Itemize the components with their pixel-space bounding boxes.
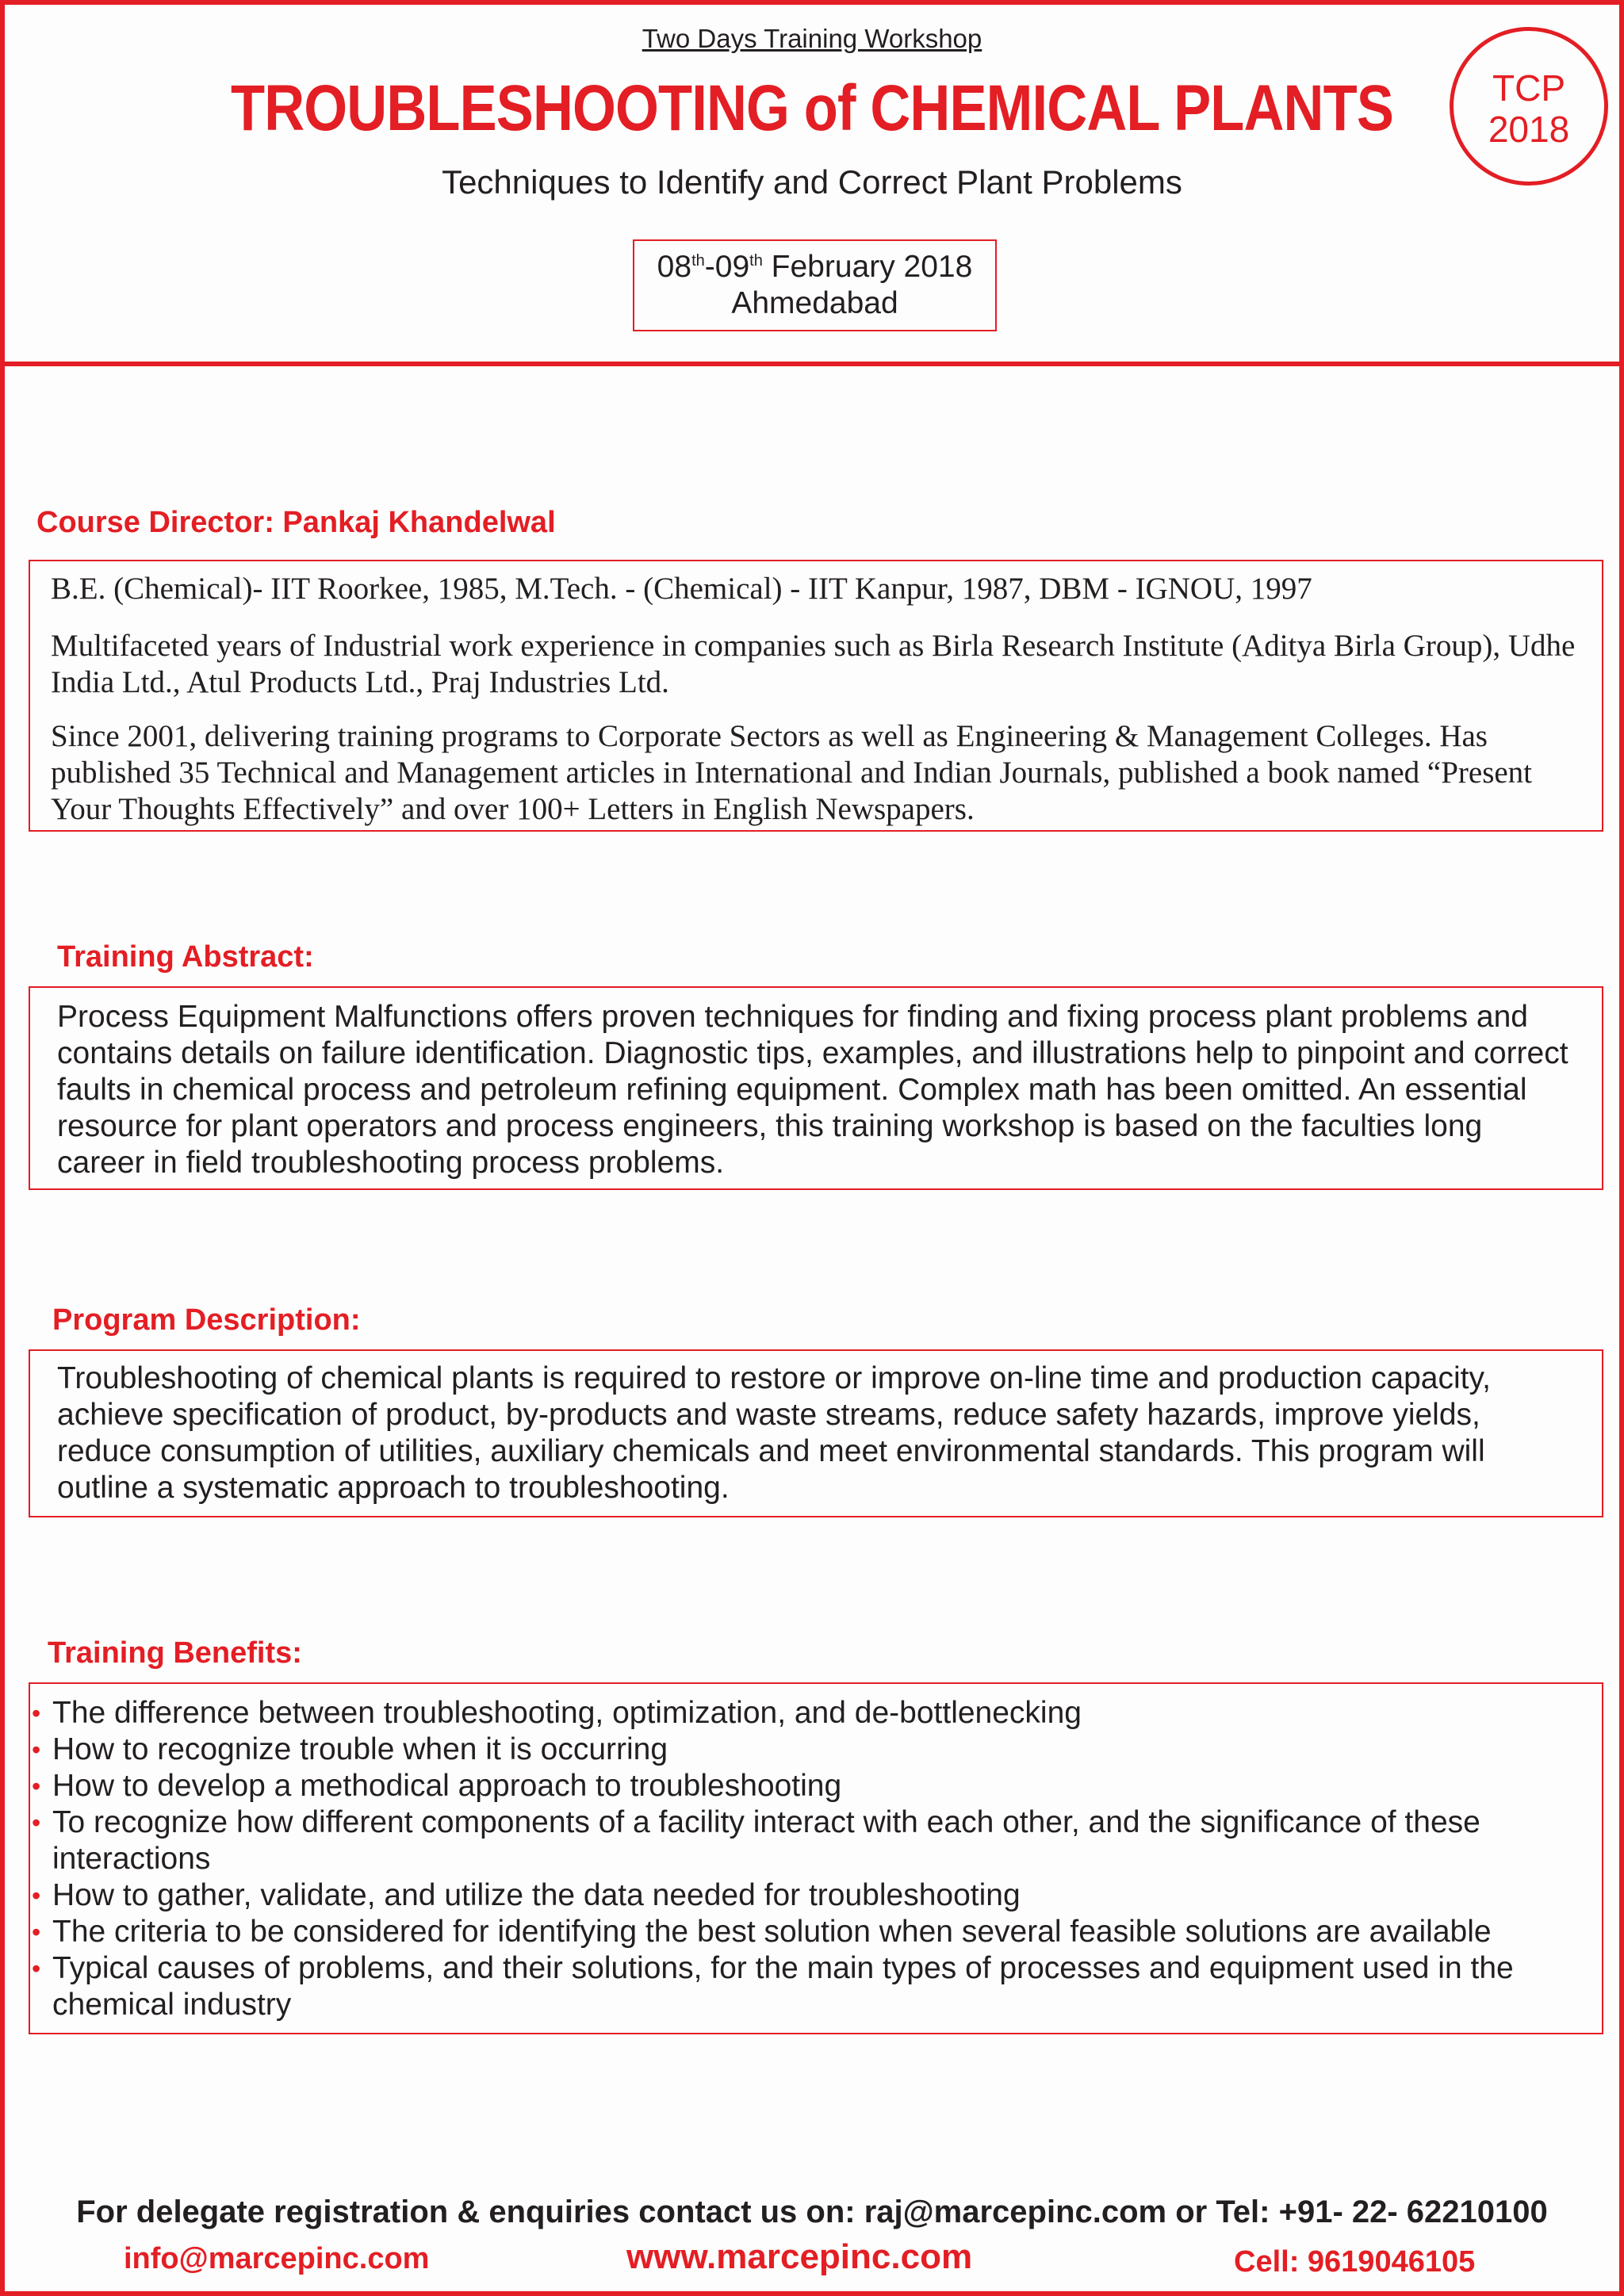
header — [5, 5, 1619, 366]
director-experience: Multifaceted years of Industrial work experience in companies such as Birla Research Institute (Aditya Birla Group), Udhe India Ltd., Atul Products Ltd., Praj Industries Ltd. — [51, 629, 1576, 699]
date-day2: 09 — [714, 250, 750, 284]
list-item — [32, 1804, 1594, 1877]
contact-line: For delegate registration & enquiries contact us on: raj@marcepinc.com or Tel: +91- 22- 62210100 — [76, 2195, 1548, 2229]
benefit-text: To recognize how different components of a facility interact with each other, and the significance of these interactions — [52, 1805, 1480, 1876]
date-day2-suffix: th — [749, 252, 763, 270]
date-day1-suffix: th — [691, 252, 705, 270]
program-text: Troubleshooting of chemical plants is required to restore or improve on-line time and production capacity, achieve specification of product, by-products and waste streams, reduce safety hazards, improve yields, reduce consumption of utilities, auxiliary chemicals and meet environmental standards. This program will outline a systematic approach to troubleshooting. — [57, 1361, 1491, 1505]
bullet-icon: • — [32, 1699, 41, 1728]
bullet-icon: • — [32, 1808, 41, 1837]
date-line — [634, 249, 995, 285]
bullet-icon: • — [32, 1735, 41, 1764]
bullet-icon: • — [32, 1918, 41, 1946]
list-item — [32, 1914, 1594, 1950]
list-item — [32, 1877, 1594, 1914]
abstract-box — [29, 986, 1603, 1190]
badge-line2: 2018 — [1488, 109, 1570, 150]
page-title: TROUBLESHOOTING of CHEMICAL PLANTS — [230, 72, 1394, 144]
email-link[interactable]: info@marcepinc.com — [124, 2242, 430, 2275]
benefit-text: The criteria to be considered for identifying the best solution when several feasible solutions are available — [52, 1915, 1492, 1949]
tcp-badge — [1450, 27, 1608, 186]
benefit-text: How to recognize trouble when it is occurring — [52, 1732, 668, 1766]
abstract-heading: Training Abstract: — [57, 940, 314, 974]
date-day1: 08 — [657, 250, 692, 284]
director-box — [29, 560, 1603, 832]
benefit-text: How to develop a methodical approach to troubleshooting — [52, 1769, 842, 1803]
benefit-text: The difference between troubleshooting, optimization, and de-bottlenecking — [52, 1696, 1082, 1730]
page-subtitle: Techniques to Identify and Correct Plant Problems — [442, 163, 1182, 201]
list-item — [32, 1950, 1594, 2023]
date-separator: - — [704, 250, 715, 284]
venue-city: Ahmedabad — [731, 286, 898, 320]
benefit-text: Typical causes of problems, and their solutions, for the main types of processes and equipment used in the chemical industry — [52, 1951, 1514, 2022]
benefits-box — [29, 1682, 1603, 2034]
cell-number: Cell: 9619046105 — [1234, 2245, 1476, 2279]
list-item — [32, 1695, 1594, 1732]
workshop-kicker: Two Days Training Workshop — [642, 24, 982, 53]
program-box — [29, 1349, 1603, 1517]
director-education: B.E. (Chemical)- IIT Roorkee, 1985, M.Tech. - (Chemical) - IIT Kanpur, 1987, DBM - IGNOU, 1997 — [51, 572, 1312, 606]
benefits-heading: Training Benefits: — [48, 1636, 302, 1670]
benefit-text: How to gather, validate, and utilize the data needed for troubleshooting — [52, 1878, 1021, 1912]
director-heading: Course Director: Pankaj Khandelwal — [36, 506, 556, 539]
website-link[interactable]: www.marcepinc.com — [626, 2237, 973, 2276]
date-venue-box — [633, 239, 997, 331]
date-month-year: February 2018 — [762, 250, 973, 284]
badge-line1: TCP — [1492, 67, 1565, 109]
abstract-text: Process Equipment Malfunctions offers proven techniques for finding and fixing process plant problems and contains details on failure identification. Diagnostic tips, examples, and illustrations help to pinpoint and correct faults in chemical process and petroleum refining equipment. Complex math has been omitted. An essential resource for plant operators and process engineers, this training workshop is based on the faculties long career in field troubleshooting process problems. — [57, 1000, 1568, 1180]
benefits-list — [32, 1695, 1594, 2023]
list-item — [32, 1768, 1594, 1804]
list-item — [32, 1732, 1594, 1768]
bullet-icon: • — [32, 1772, 41, 1800]
director-achievements: Since 2001, delivering training programs to Corporate Sectors as well as Engineering & Management Colleges. Has published 35 Technical and Management articles in International and Indian Journals, published a book named “Present Your Thoughts Effectively” and over 100+ Letters in English Newspapers. — [51, 719, 1533, 826]
bullet-icon: • — [32, 1881, 41, 1910]
program-heading: Program Description: — [52, 1303, 361, 1337]
bullet-icon: • — [32, 1954, 41, 1983]
